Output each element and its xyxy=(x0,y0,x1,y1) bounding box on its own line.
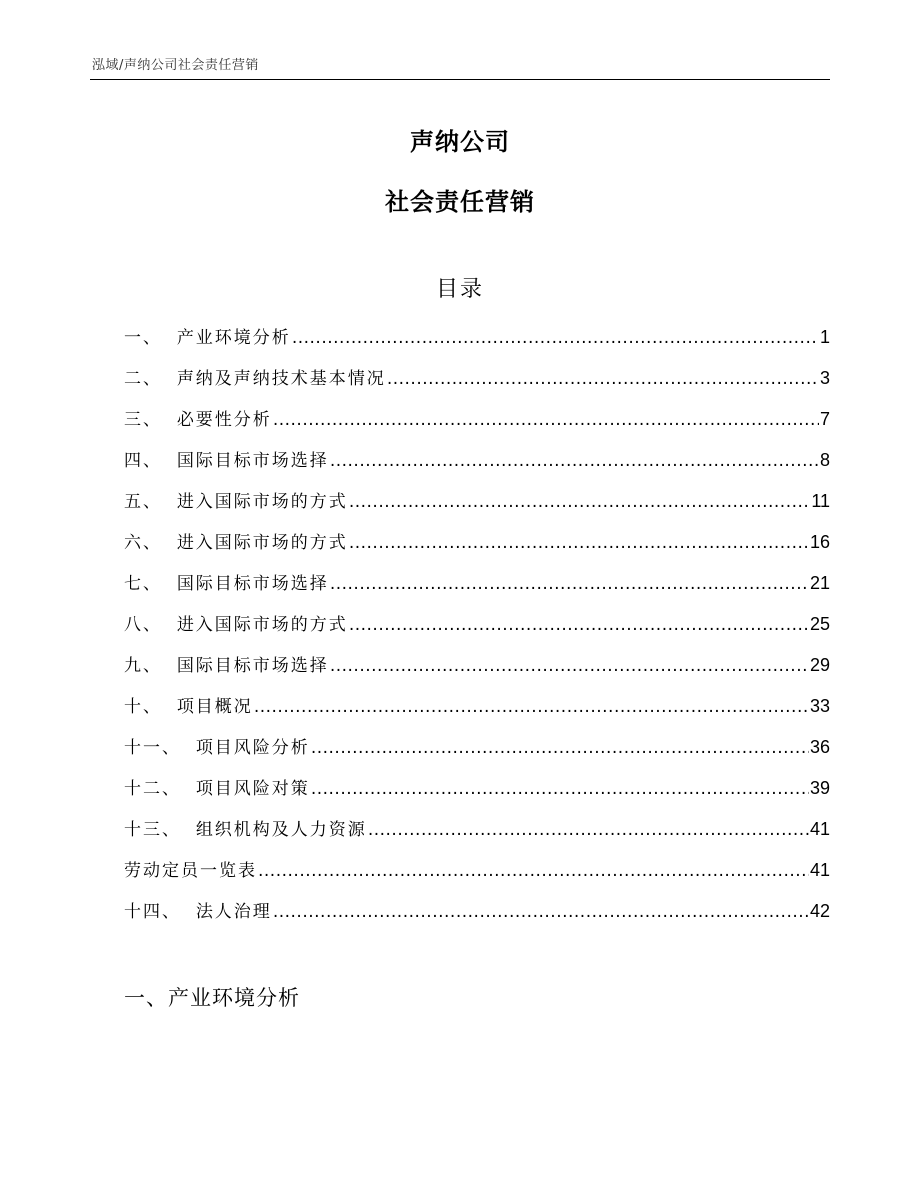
toc-entry-page-number: 3 xyxy=(819,368,830,388)
toc-entry-number: 十四、 xyxy=(124,902,181,922)
toc-entry[interactable] xyxy=(124,814,830,855)
toc-entry-spacer xyxy=(162,692,177,722)
toc-entry-spacer xyxy=(181,897,196,927)
toc-entry[interactable] xyxy=(124,527,830,568)
toc-entry-number: 六、 xyxy=(124,533,162,553)
toc-dot-leader xyxy=(273,405,819,435)
toc-entry-page-number: 41 xyxy=(809,860,830,880)
toc-entry-spacer xyxy=(181,774,196,804)
toc-entry[interactable] xyxy=(124,322,830,363)
toc-entry[interactable] xyxy=(124,363,830,404)
toc-entry[interactable] xyxy=(124,773,830,814)
toc-dot-leader xyxy=(330,651,809,681)
toc-entry-title: 组织机构及人力资源 xyxy=(195,820,367,840)
toc-entry-spacer xyxy=(162,610,177,640)
toc-entry-page-number: 33 xyxy=(809,696,830,716)
toc-entry-page-number: 39 xyxy=(809,778,830,798)
toc-entry-title: 进入国际市场的方式 xyxy=(176,615,348,635)
toc-entry-title: 进入国际市场的方式 xyxy=(176,533,348,553)
running-header: 泓域/声纳公司社会责任营销 xyxy=(92,58,259,73)
toc-entry-number: 一、 xyxy=(124,328,162,348)
toc-entry-number: 三、 xyxy=(124,410,162,430)
toc-entry-title: 进入国际市场的方式 xyxy=(176,492,348,512)
toc-dot-leader xyxy=(349,487,811,517)
toc-entry-page-number: 41 xyxy=(809,819,830,839)
toc-entry-spacer xyxy=(162,446,177,476)
toc-entry[interactable] xyxy=(124,650,830,691)
table-of-contents xyxy=(124,322,830,937)
toc-dot-leader xyxy=(349,528,809,558)
toc-entry-page-number: 11 xyxy=(811,491,830,511)
toc-entry[interactable] xyxy=(124,732,830,773)
toc-dot-leader xyxy=(311,733,809,763)
toc-dot-leader xyxy=(292,323,819,353)
toc-entry-title: 声纳及声纳技术基本情况 xyxy=(176,369,386,389)
section-heading: 一、产业环境分析 xyxy=(124,986,300,1010)
toc-entry-title: 项目风险对策 xyxy=(195,779,310,799)
toc-entry-spacer xyxy=(181,815,196,845)
toc-entry-page-number: 21 xyxy=(809,573,830,593)
toc-entry-title: 国际目标市场选择 xyxy=(176,574,329,594)
toc-dot-leader xyxy=(368,815,809,845)
toc-dot-leader xyxy=(349,610,809,640)
toc-entry-title: 法人治理 xyxy=(195,902,272,922)
toc-entry-title: 国际目标市场选择 xyxy=(176,656,329,676)
toc-dot-leader xyxy=(258,856,809,886)
toc-entry-title: 项目风险分析 xyxy=(195,738,310,758)
toc-entry-page-number: 42 xyxy=(809,901,830,921)
toc-entry-spacer xyxy=(162,651,177,681)
toc-entry-title: 项目概况 xyxy=(176,697,253,717)
toc-entry[interactable] xyxy=(124,568,830,609)
toc-dot-leader xyxy=(330,569,809,599)
toc-entry-spacer xyxy=(162,323,177,353)
document-subtitle: 社会责任营销 xyxy=(385,188,535,216)
toc-entry-page-number: 1 xyxy=(819,327,830,347)
toc-entry-spacer xyxy=(162,364,177,394)
toc-entry-spacer xyxy=(162,569,177,599)
toc-entry-title: 产业环境分析 xyxy=(176,328,291,348)
toc-dot-leader xyxy=(311,774,809,804)
header-rule xyxy=(90,79,830,80)
toc-entry-spacer xyxy=(181,733,196,763)
toc-entry[interactable] xyxy=(124,445,830,486)
toc-entry-spacer xyxy=(162,405,177,435)
toc-dot-leader xyxy=(254,692,809,722)
toc-entry-title: 必要性分析 xyxy=(176,410,272,430)
document-title: 声纳公司 xyxy=(410,128,510,156)
toc-entry-number: 十、 xyxy=(124,697,162,717)
toc-entry[interactable] xyxy=(124,855,830,896)
toc-entry-title: 国际目标市场选择 xyxy=(176,451,329,471)
toc-entry[interactable] xyxy=(124,691,830,732)
toc-entry-number: 四、 xyxy=(124,451,162,471)
toc-entry-number: 八、 xyxy=(124,615,162,635)
toc-entry[interactable] xyxy=(124,486,830,527)
toc-dot-leader xyxy=(387,364,819,394)
toc-entry-page-number: 16 xyxy=(809,532,830,552)
toc-entry-page-number: 29 xyxy=(809,655,830,675)
toc-entry-number: 二、 xyxy=(124,369,162,389)
toc-dot-leader xyxy=(330,446,819,476)
toc-entry-number: 十三、 xyxy=(124,820,181,840)
toc-entry-page-number: 25 xyxy=(809,614,830,634)
toc-entry[interactable] xyxy=(124,609,830,650)
toc-heading: 目录 xyxy=(435,277,484,302)
toc-entry-spacer xyxy=(162,487,177,517)
toc-entry-number: 七、 xyxy=(124,574,162,594)
toc-entry-number: 十一、 xyxy=(124,738,181,758)
toc-entry-title: 劳动定员一览表 xyxy=(124,861,257,881)
toc-dot-leader xyxy=(273,897,809,927)
toc-entry-page-number: 36 xyxy=(809,737,830,757)
toc-entry[interactable] xyxy=(124,404,830,445)
toc-entry-number: 九、 xyxy=(124,656,162,676)
toc-entry-spacer xyxy=(162,528,177,558)
toc-entry-page-number: 8 xyxy=(819,450,830,470)
toc-entry[interactable] xyxy=(124,896,830,937)
toc-entry-page-number: 7 xyxy=(819,409,830,429)
toc-entry-number: 十二、 xyxy=(124,779,181,799)
toc-entry-number: 五、 xyxy=(124,492,162,512)
